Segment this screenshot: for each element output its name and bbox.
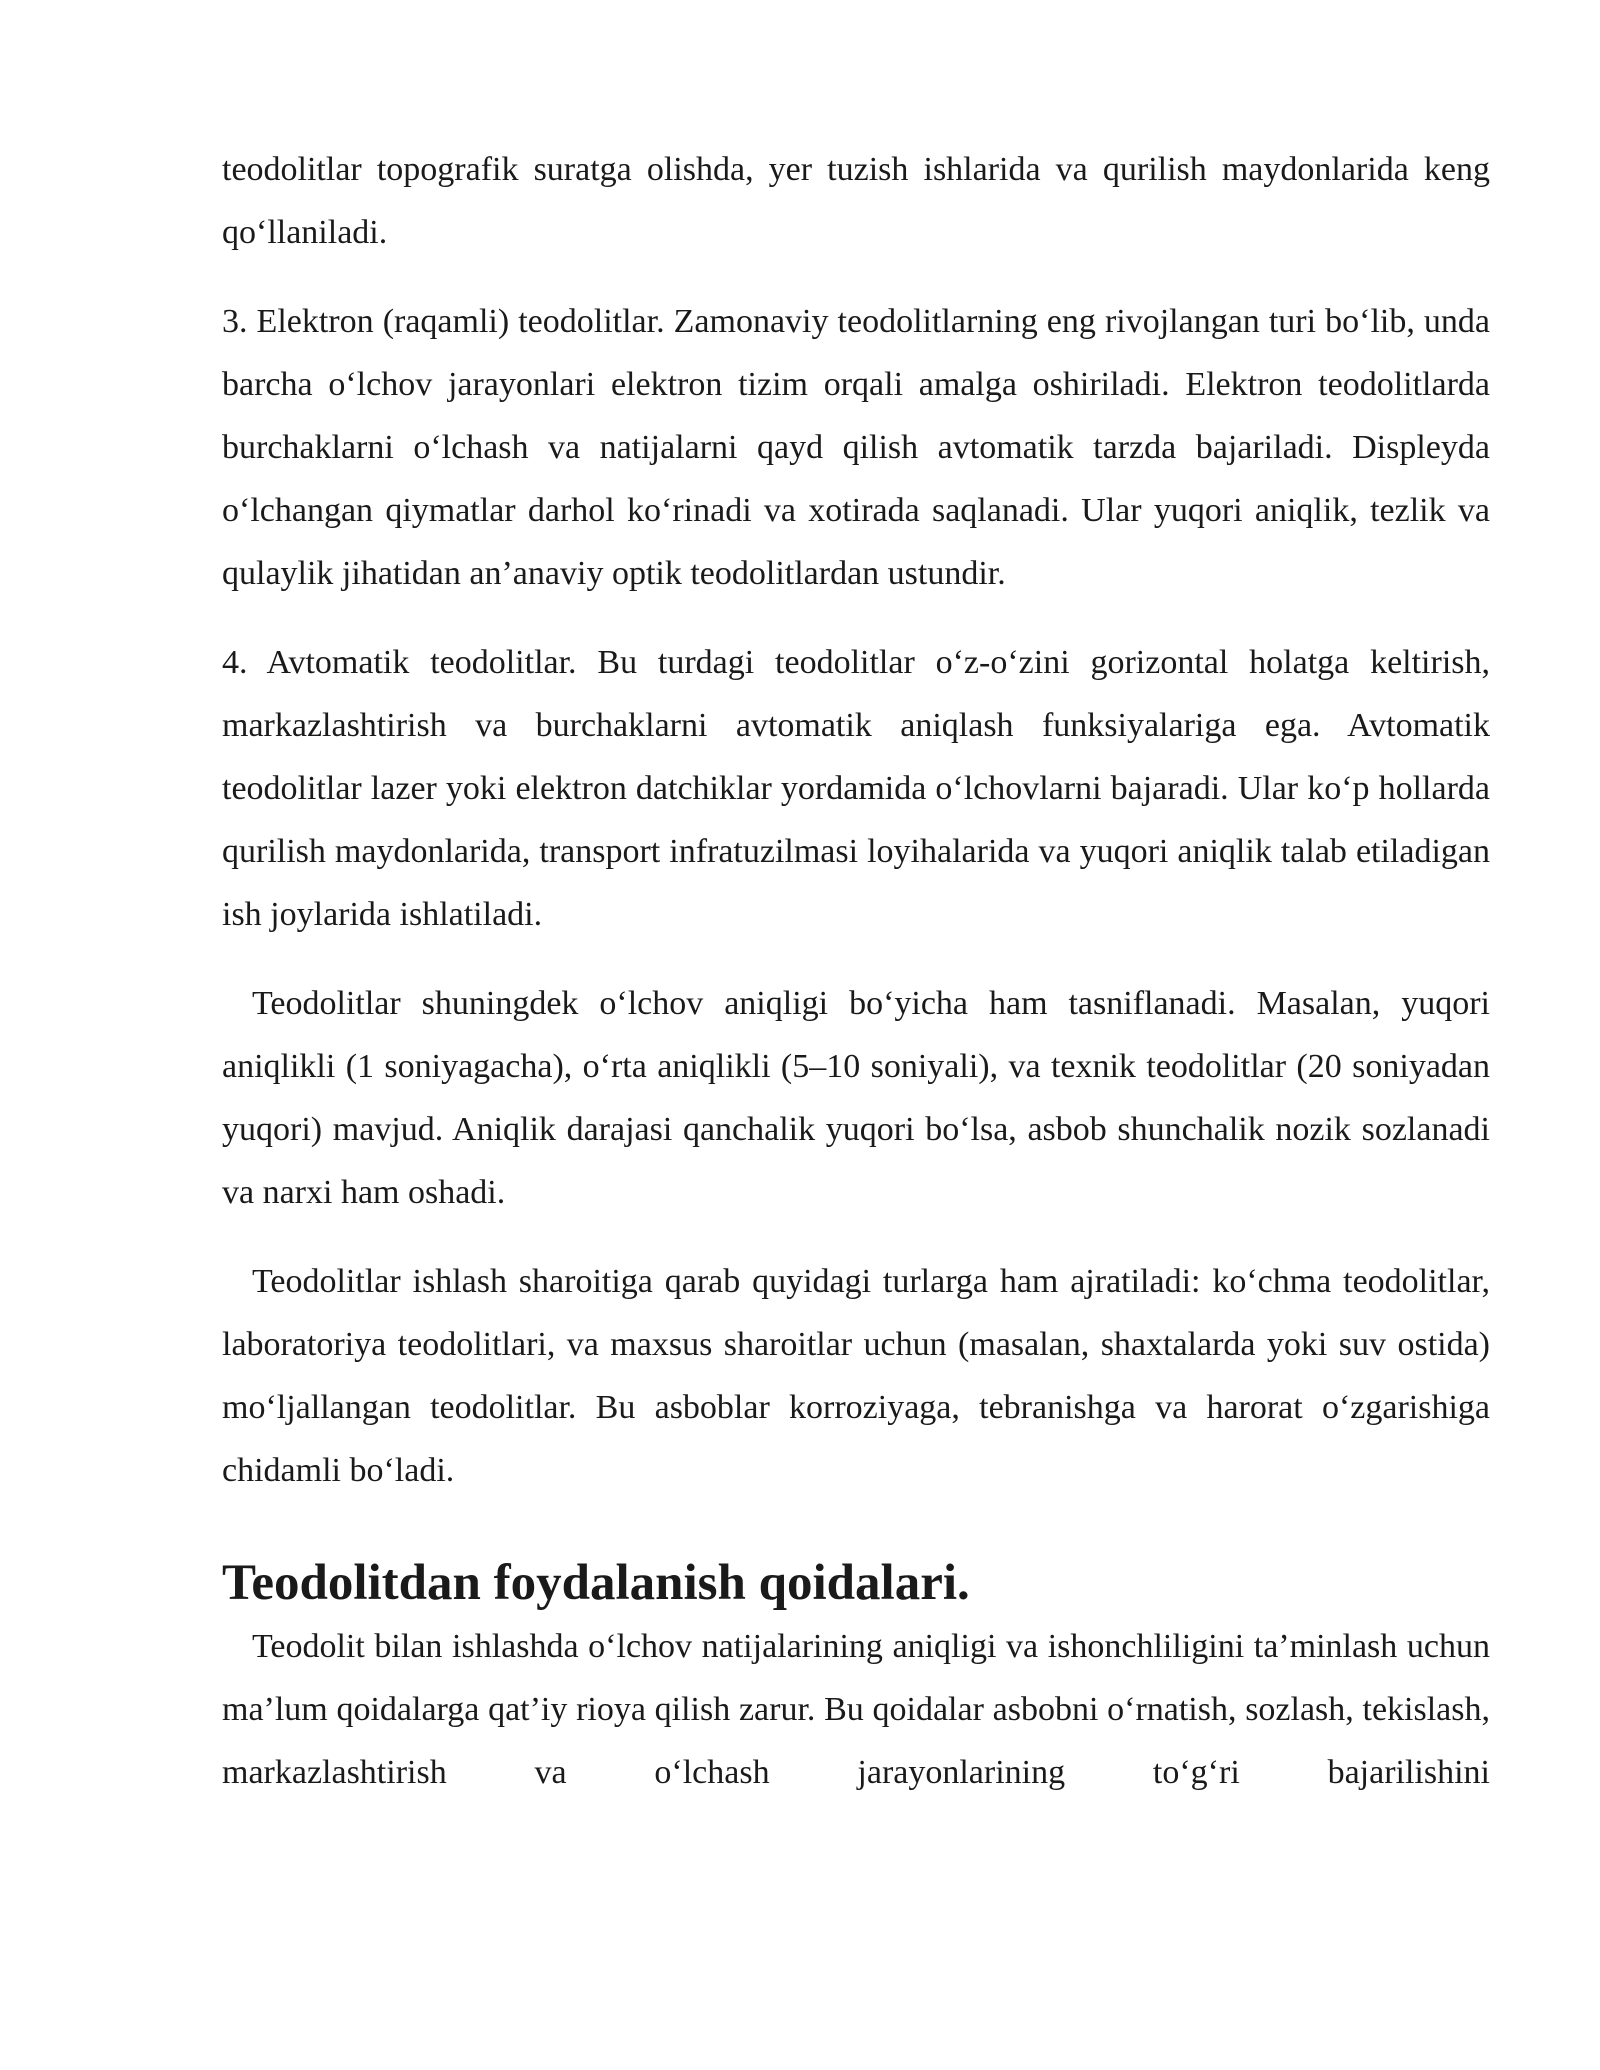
- paragraph-electronic-theodolites: 3. Elektron (raqamli) teodolitlar. Zamonaviy teodolitlarning eng rivojlangan turi bo‘lib, unda barcha o‘lchov jarayonlari elektron tizim orqali amalga oshiriladi. Elektron teodolitlarda burchaklarni o‘lchash va natijalarni qayd qilish avtomatik tarzda bajariladi. Displeyda o‘lchangan qiymatlar darhol ko‘rinadi va xotirada saqlanadi. Ular yuqori aniqlik, tezlik va qulaylik jihatidan an’anaviy optik teodolitlardan ustundir.: [222, 303, 1490, 592]
- paragraph-automatic-theodolites: 4. Avtomatik teodolitlar. Bu turdagi teodolitlar o‘z-o‘zini gorizontal holatga keltirish, markazlashtirish va burchaklarni avtomatik aniqlash funksiyalariga ega. Avtomatik teodolitlar lazer yoki elektron datchiklar yordamida o‘lchovlarni bajaradi. Ular ko‘p hollarda qurilish maydonlarida, transport infratuzilmasi loyihalarida va yuqori aniqlik talab etiladigan ish joylarida ishlatiladi.: [222, 644, 1490, 933]
- section-heading: Teodolitdan foydalanish qoidalari.: [222, 1555, 970, 1611]
- paragraph-accuracy-classification: Teodolitlar shuningdek o‘lchov aniqligi bo‘yicha ham tasniflanadi. Masalan, yuqori aniqlikli (1 soniyagacha), o‘rta aniqlikli (5–10 soniyali), va texnik teodolitlar (20 soniyadan yuqori) mavjud. Aniqlik darajasi qanchalik yuqori bo‘lsa, asbob shunchalik nozik sozlanadi va narxi ham oshadi.: [222, 985, 1490, 1211]
- paragraph-usage-rules: Teodolit bilan ishlashda o‘lchov natijalarining aniqligi va ishonchliligini ta’minlash uchun ma’lum qoidalarga qat’iy rioya qilish zarur. Bu qoidalar asbobni o‘rnatish, sozlash, tekislash, markazlashtirish va o‘lchash jarayonlarining to‘g‘ri bajarilishini: [222, 1628, 1490, 1791]
- paragraph-topographic: teodolitlar topografik suratga olishda, yer tuzish ishlarida va qurilish maydonlarida keng qo‘llaniladi.: [222, 151, 1490, 251]
- document-body: [222, 138, 1490, 1830]
- paragraph-working-conditions: Teodolitlar ishlash sharoitiga qarab quyidagi turlarga ham ajratiladi: ko‘chma teodolitlar, laboratoriya teodolitlari, va maxsus sharoitlar uchun (masalan, shaxtalarda yoki suv ostida) mo‘ljallangan teodolitlar. Bu asboblar korroziyaga, tebranishga va harorat o‘zgarishiga chidamli bo‘ladi.: [222, 1263, 1490, 1489]
